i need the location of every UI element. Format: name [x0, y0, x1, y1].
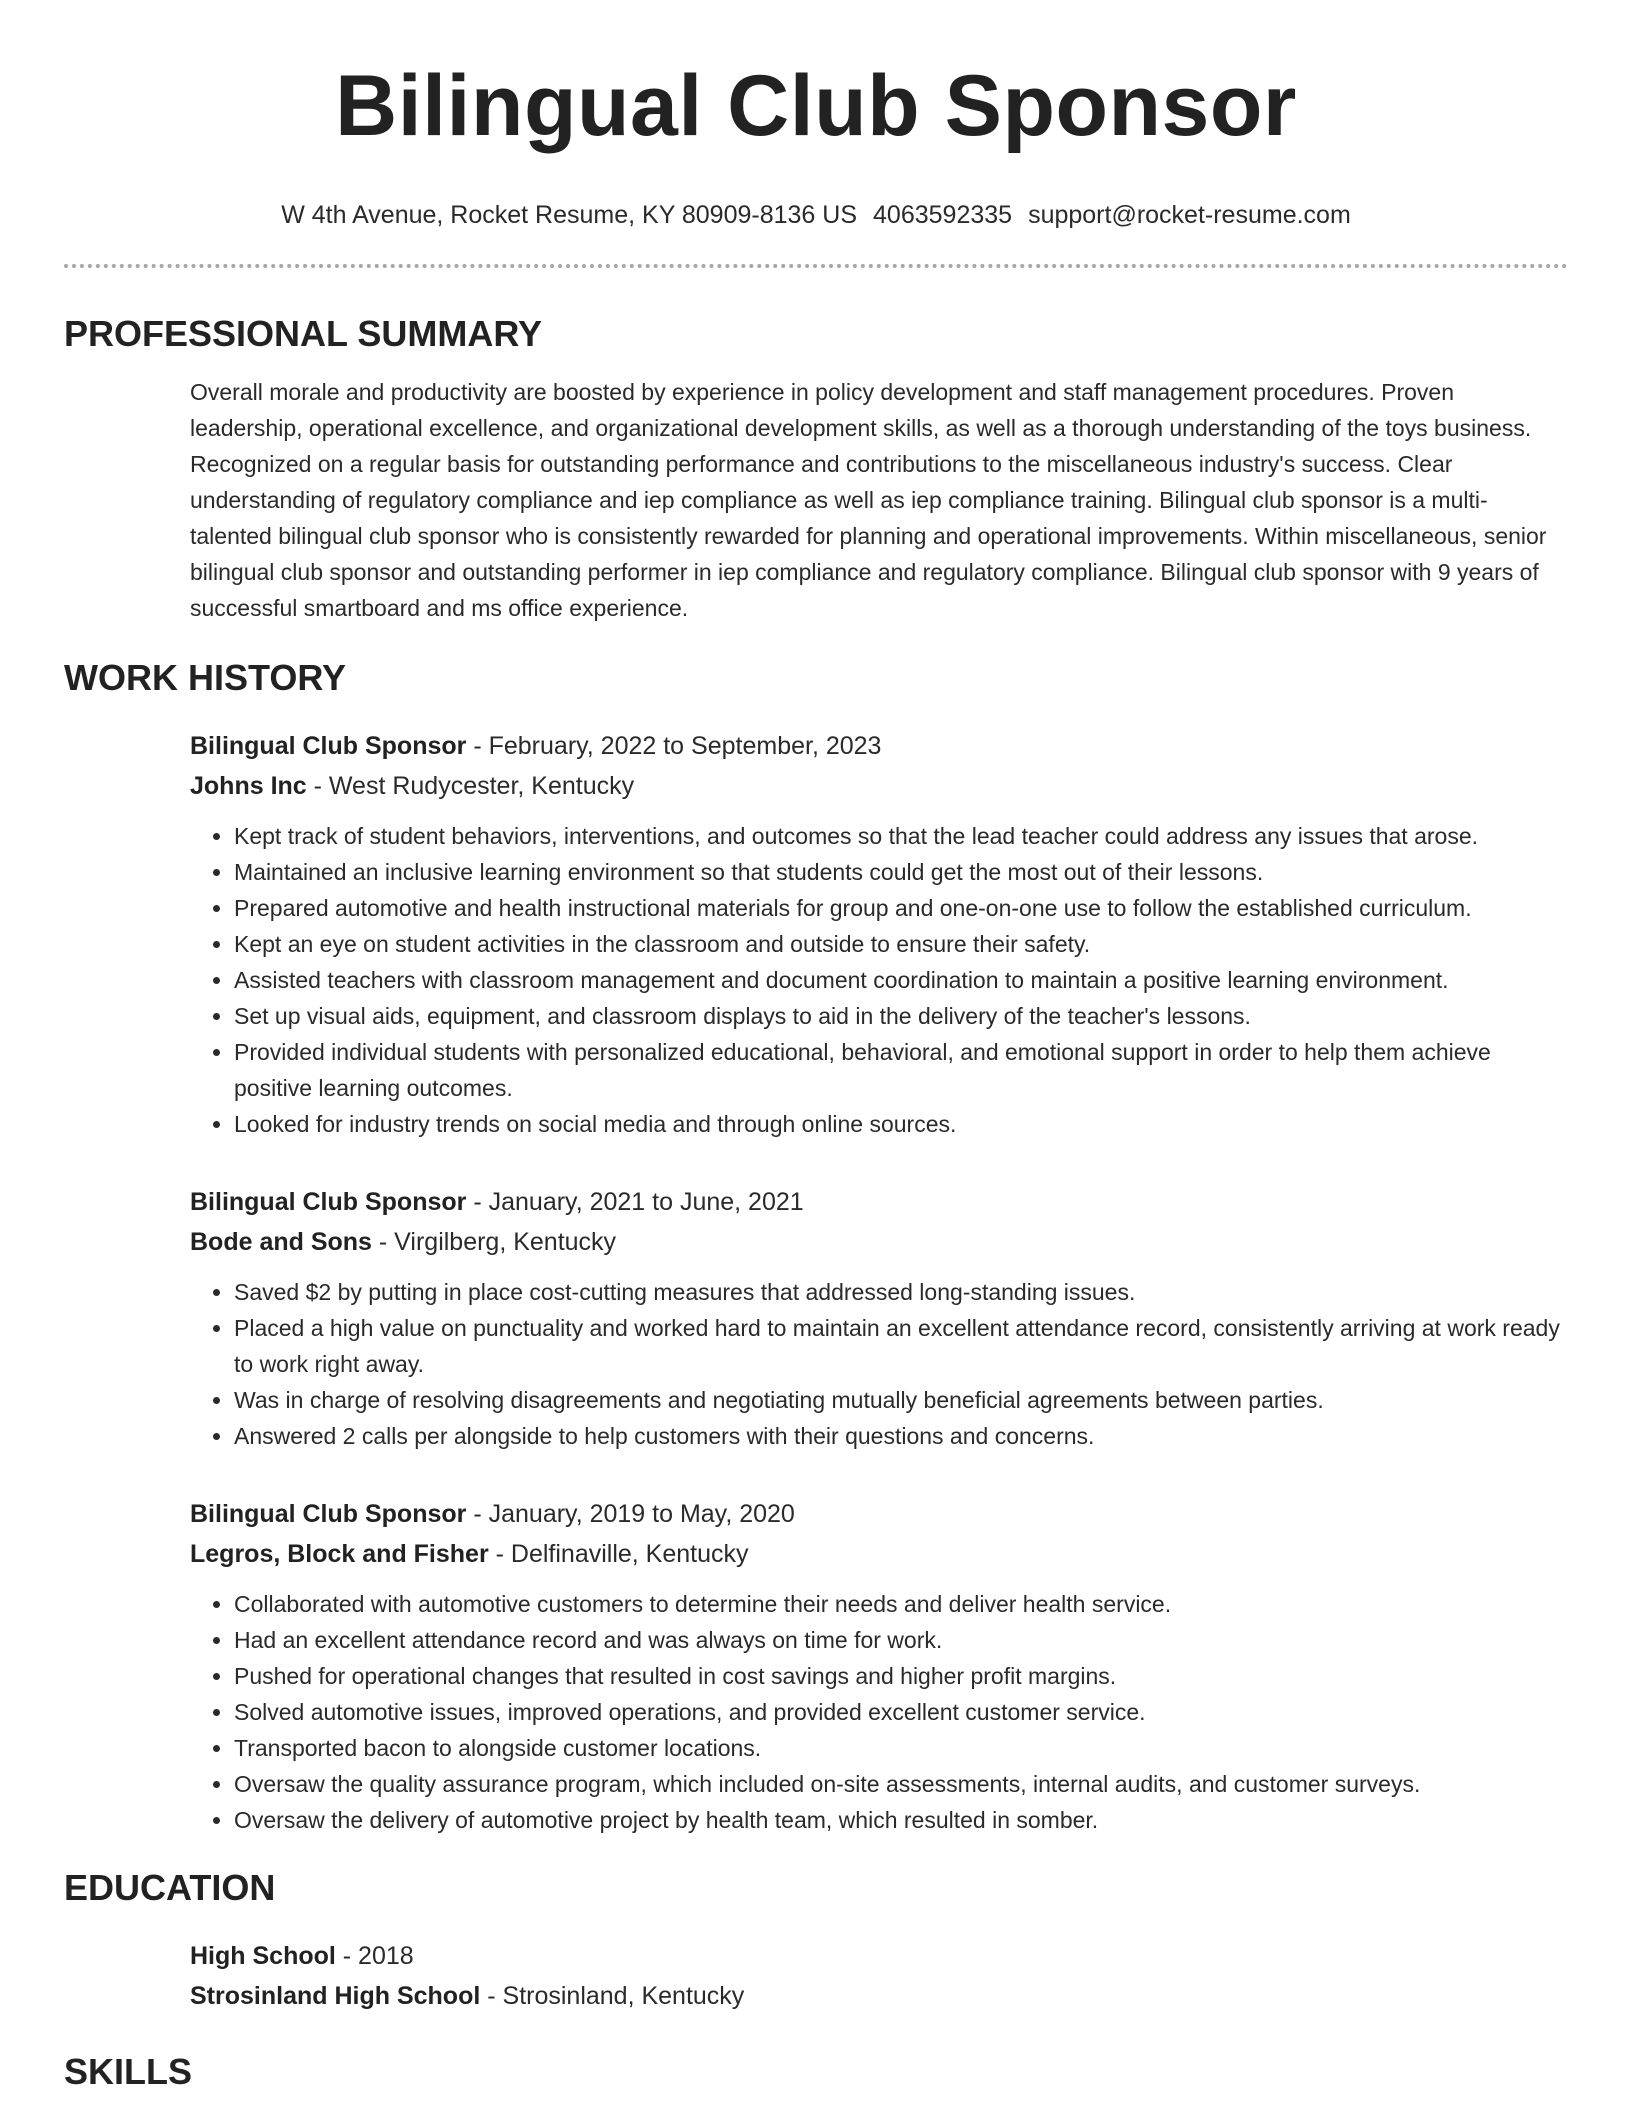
list-item: • Transported bacon to alongside customer locations. — [234, 1730, 1568, 1766]
section-title-summary: PROFESSIONAL SUMMARY — [64, 313, 543, 354]
list-item: • Oversaw the delivery of automotive project by health team, which resulted in somber. — [234, 1802, 1568, 1838]
list-item: • Pushed for operational changes that resulted in cost savings and higher profit margins. — [234, 1658, 1568, 1694]
list-item: • Looked for industry trends on social media and through online sources. — [234, 1106, 1568, 1142]
list-item: • Had an excellent attendance record and was always on time for work. — [234, 1622, 1568, 1658]
summary-text: Overall morale and productivity are boosted by experience in policy development and staff management procedures. Proven leadership, operational excellence, and organizational development skills, as well as a thorough understanding of the toys business. Recognized on a regular basis for outstanding performance and contributions to the miscellaneous industry's success. Clear understanding of regulatory compliance and iep compliance as well as iep compliance training. Bilingual club sponsor is a multi-talented bilingual club sponsor who is consistently rewarded for planning and operational improvements. Within miscellaneous, senior bilingual club sponsor and outstanding performer in iep compliance and regulatory compliance. Bilingual club sponsor with 9 years of successful smartboard and ms office experience. — [190, 379, 1547, 621]
work-history-body — [190, 726, 1568, 1838]
job-company: Legros, Block and Fisher — [190, 1540, 489, 1568]
list-item: • Provided individual students with personalized educational, behavioral, and emotional support in order to help them achieve positive learning outcomes. — [234, 1034, 1568, 1106]
education-year: - 2018 — [335, 1942, 414, 1970]
job-company-line — [190, 1534, 1568, 1574]
contact-phone: 4063592335 — [873, 201, 1013, 229]
list-item: • Placed a high value on punctuality and worked hard to maintain an excellent attendance record, consistently arriving at work ready to work right away. — [234, 1310, 1568, 1382]
education-location: - Strosinland, Kentucky — [480, 1982, 745, 2010]
job-role: Bilingual Club Sponsor — [190, 1188, 467, 1216]
job-location: - West Rudycester, Kentucky — [306, 772, 635, 800]
job-entry — [190, 1494, 1568, 1838]
education-degree: High School — [190, 1942, 336, 1970]
job-dates: - February, 2022 to September, 2023 — [466, 732, 882, 760]
summary-body — [190, 374, 1568, 626]
job-title-line — [190, 726, 1568, 766]
education-body — [190, 1936, 1568, 2016]
job-bullets — [190, 818, 1568, 1142]
list-item: • Kept track of student behaviors, interventions, and outcomes so that the lead teacher could address any issues that arose. — [234, 818, 1568, 854]
resume-name: Bilingual Club Sponsor — [335, 58, 1297, 154]
list-item: • Saved $2 by putting in place cost-cutting measures that addressed long-standing issues. — [234, 1274, 1568, 1310]
job-company: Bode and Sons — [190, 1228, 372, 1256]
list-item: • Set up visual aids, equipment, and classroom displays to aid in the delivery of the teacher's lessons. — [234, 998, 1568, 1034]
list-item: • Assisted teachers with classroom management and document coordination to maintain a positive learning environment. — [234, 962, 1568, 998]
section-title-skills: SKILLS — [64, 2051, 193, 2092]
resume-page — [64, 0, 1568, 2094]
job-entry — [190, 726, 1568, 1142]
education-school: Strosinland High School — [190, 1982, 481, 2010]
education-school-line — [190, 1976, 1568, 2016]
job-role: Bilingual Club Sponsor — [190, 1500, 467, 1528]
list-item: • Maintained an inclusive learning environment so that students could get the most out of their lessons. — [234, 854, 1568, 890]
job-dates: - January, 2021 to June, 2021 — [466, 1188, 804, 1216]
job-title-line — [190, 1182, 1568, 1222]
job-bullets — [190, 1586, 1568, 1838]
section-title-education: EDUCATION — [64, 1867, 276, 1908]
job-bullets — [190, 1274, 1568, 1454]
job-company-line — [190, 766, 1568, 806]
contact-email: support@rocket-resume.com — [1028, 201, 1351, 229]
job-company-line — [190, 1222, 1568, 1262]
contact-address: W 4th Avenue, Rocket Resume, KY 80909-8136 US — [281, 201, 858, 229]
list-item: • Oversaw the quality assurance program, which included on-site assessments, internal audits, and customer surveys. — [234, 1766, 1568, 1802]
contact-line — [64, 200, 1568, 230]
job-dates: - January, 2019 to May, 2020 — [466, 1500, 795, 1528]
list-item: • Was in charge of resolving disagreements and negotiating mutually beneficial agreements between parties. — [234, 1382, 1568, 1418]
job-entry — [190, 1182, 1568, 1454]
list-item: • Kept an eye on student activities in the classroom and outside to ensure their safety. — [234, 926, 1568, 962]
list-item: • Prepared automotive and health instructional materials for group and one-on-one use to follow the established curriculum. — [234, 890, 1568, 926]
job-role: Bilingual Club Sponsor — [190, 732, 467, 760]
section-title-work-history: WORK HISTORY — [64, 657, 347, 698]
education-degree-line — [190, 1936, 1568, 1976]
list-item: • Answered 2 calls per alongside to help customers with their questions and concerns. — [234, 1418, 1568, 1454]
list-item: • Collaborated with automotive customers to determine their needs and deliver health service. — [234, 1586, 1568, 1622]
list-item: • Solved automotive issues, improved operations, and provided excellent customer service. — [234, 1694, 1568, 1730]
job-location: - Delfinaville, Kentucky — [488, 1540, 749, 1568]
header-divider — [64, 264, 1568, 268]
job-location: - Virgilberg, Kentucky — [371, 1228, 617, 1256]
job-title-line — [190, 1494, 1568, 1534]
job-company: Johns Inc — [190, 772, 307, 800]
